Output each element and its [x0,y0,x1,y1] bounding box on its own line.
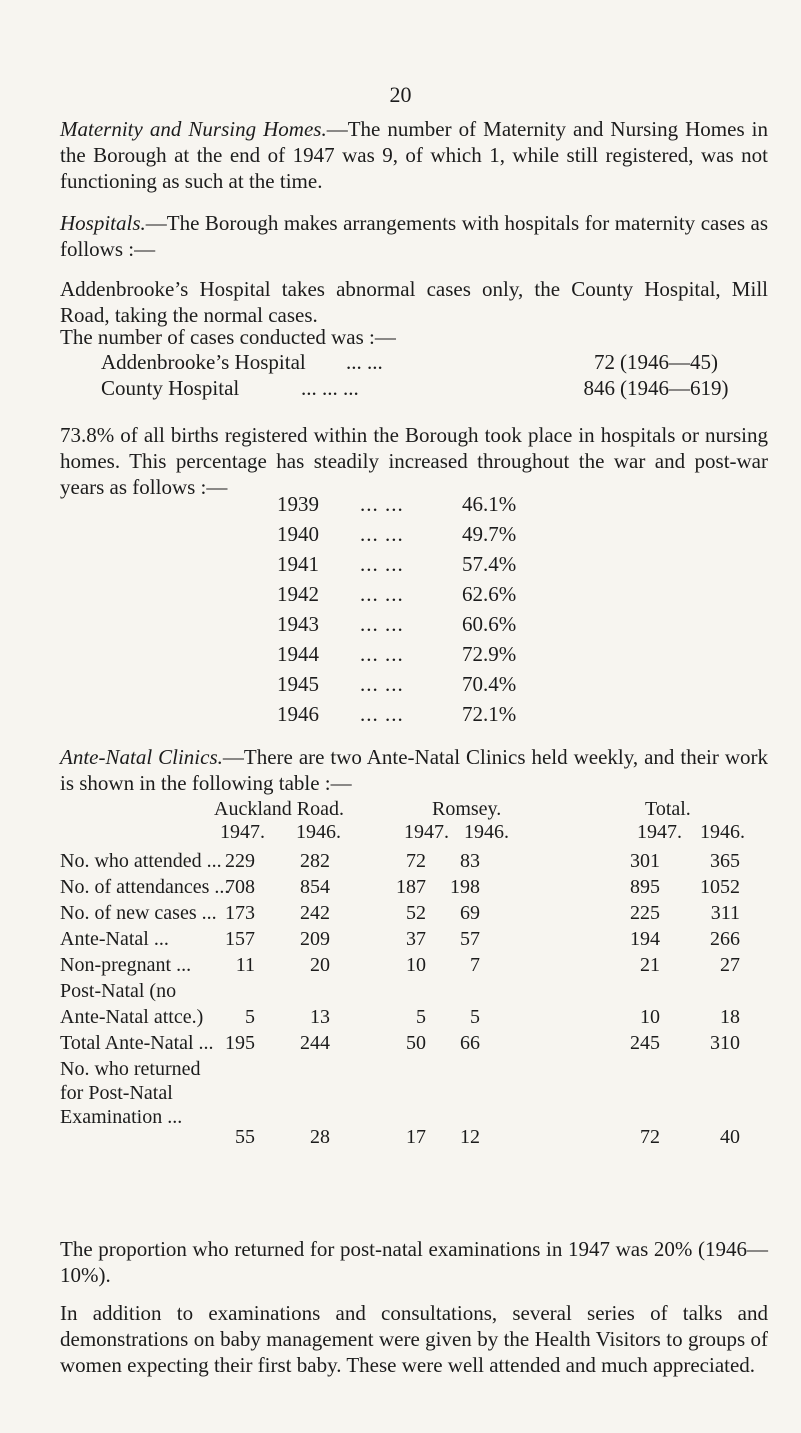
table-cell: 173 [225,902,255,924]
table-cell: 11 [235,954,255,976]
table-cell: 12 [460,1126,480,1148]
table-cell: 301 [630,850,660,872]
percentage-value: 57.4% [462,552,517,576]
row-label: Ante-Natal ... [60,928,169,950]
table-cell: 55 [235,1126,255,1148]
row-label: No. of new cases ... [60,902,217,924]
antenatal-text: —There are two Ante-Natal Clinics held weekly, and their work is shown in the following table :— [60,745,769,795]
table-cell: 282 [300,850,330,872]
table-cell: 266 [710,928,740,950]
leader-dots: ... ... [360,522,404,546]
table-cell: 242 [300,902,330,924]
table-cell: 708 [225,876,255,898]
year-header: 1946. [464,821,509,843]
leader-dots: ... ... [360,672,404,696]
year-label: 1940 [277,522,319,546]
year-header: 1947. [404,821,449,843]
table-cell: 209 [300,928,330,950]
table-cell: 28 [310,1126,330,1148]
percentage-value: 60.6% [462,612,517,636]
hospital-cases-value: 72 [594,350,615,374]
table-cell: 225 [630,902,660,924]
table-cell: 17 [406,1126,426,1148]
percentage-value: 62.6% [462,582,517,606]
table-cell: 21 [640,954,660,976]
table-cell: 50 [406,1032,426,1054]
table-cell: 895 [630,876,660,898]
year-header: 1947. [220,821,265,843]
table-cell: 40 [720,1126,740,1148]
table-cell: 195 [225,1032,255,1054]
row-label: for Post-Natal [60,1082,173,1104]
table-cell: 157 [225,928,255,950]
table-cell: 10 [640,1006,660,1028]
table-cell: 5 [416,1006,426,1028]
table-cell: 10 [406,954,426,976]
hospital-name: County Hospital [101,376,240,400]
table-cell: 310 [710,1032,740,1054]
table-cell: 198 [450,876,480,898]
hospitals-heading: Hospitals. [60,211,146,235]
row-label: Total Ante-Natal ... [60,1032,214,1054]
table-cell: 13 [310,1006,330,1028]
group-header: Auckland Road. [214,798,344,820]
table-cell: 83 [460,850,480,872]
antenatal-paragraph [60,744,768,796]
maternity-text: —The number of Maternity and Nursing Homes in the Borough at the end of 1947 was 9, of which 1, while still registered, was not functioning as such at the time. [60,117,768,193]
row-label: Ante-Natal attce.) [60,1006,204,1028]
leader-dots: ... ... [360,492,404,516]
table-cell: 5 [470,1006,480,1028]
table-cell: 18 [720,1006,740,1028]
table-cell: 245 [630,1032,660,1054]
year-label: 1945 [277,672,319,696]
maternity-paragraph [60,116,768,194]
row-label: Non-pregnant ... [60,954,192,976]
hospitals-paragraph [60,210,768,262]
table-cell: 57 [460,928,480,950]
cases-conducted-intro: The number of cases conducted was :— [60,325,396,349]
table-cell: 854 [300,876,330,898]
table-cell: 229 [225,850,255,872]
hospital-name: Addenbrooke’s Hospital [101,350,306,374]
year-label: 1944 [277,642,319,666]
row-label: No. who attended ... [60,850,222,872]
births-paragraph: 73.8% of all births registered within the Borough took place in hospitals or nursing homes. This percentage has steadily increased throughout the war and post-war years as follows :— [60,423,768,499]
table-cell: 72 [640,1126,660,1148]
table-cell: 27 [720,954,740,976]
leader-dots: ... ... [360,612,404,636]
year-label: 1939 [277,492,319,516]
table-cell: 52 [406,902,426,924]
talks-paragraph: In addition to examinations and consultations, several series of talks and demonstrations on baby management were given by the Health Visitors to groups of women expecting their first baby. These were well attended and much appreciated. [60,1301,768,1377]
row-label: No. who returned [60,1058,201,1080]
group-header: Total. [645,798,691,820]
leader-dots: ... ... [346,350,383,374]
leader-dots: ... ... [360,552,404,576]
hospital-cases-previous: (1946—45) [620,350,718,374]
table-cell: 187 [396,876,426,898]
group-header: Romsey. [432,798,502,820]
table-cell: 5 [245,1006,255,1028]
year-header: 1947. [637,821,682,843]
table-cell: 69 [460,902,480,924]
year-label: 1946 [277,702,319,726]
table-cell: 37 [406,928,426,950]
year-header: 1946. [296,821,341,843]
antenatal-heading: Ante-Natal Clinics. [60,745,223,769]
leader-dots: ... ... [360,702,404,726]
year-label: 1943 [277,612,319,636]
percentage-value: 72.1% [462,702,517,726]
percentage-value: 46.1% [462,492,517,516]
year-label: 1942 [277,582,319,606]
leader-dots: ... ... [360,582,404,606]
row-label: Examination ... [60,1106,183,1128]
year-label: 1941 [277,552,319,576]
hospitals-arrangement-paragraph: Addenbrooke’s Hospital takes abnormal cases only, the County Hospital, Mill Road, taking the normal cases. [60,277,768,327]
table-cell: 365 [710,850,740,872]
hospital-cases-value: 846 [583,376,615,400]
row-label: Post-Natal (no [60,980,177,1002]
year-header: 1946. [700,821,745,843]
table-cell: 1052 [700,876,740,898]
leader-dots: ... ... ... [301,376,359,400]
table-cell: 7 [470,954,480,976]
table-cell: 194 [630,928,660,950]
percentage-value: 72.9% [462,642,517,666]
percentage-value: 49.7% [462,522,517,546]
proportion-paragraph: The proportion who returned for post-natal examinations in 1947 was 20% (1946—10%). [60,1237,768,1287]
table-cell: 20 [310,954,330,976]
percentage-value: 70.4% [462,672,517,696]
leader-dots: ... ... [360,642,404,666]
table-cell: 244 [300,1032,330,1054]
page-number: 20 [389,82,412,107]
table-cell: 72 [406,850,426,872]
table-cell: 311 [710,902,740,924]
hospital-cases-previous: (1946—619) [620,376,729,400]
row-label: No. of attendances ... [60,876,230,898]
table-cell: 66 [460,1032,480,1054]
hospitals-text: —The Borough makes arrangements with hospitals for maternity cases as follows :— [60,211,768,261]
maternity-heading: Maternity and Nursing Homes. [60,117,327,141]
